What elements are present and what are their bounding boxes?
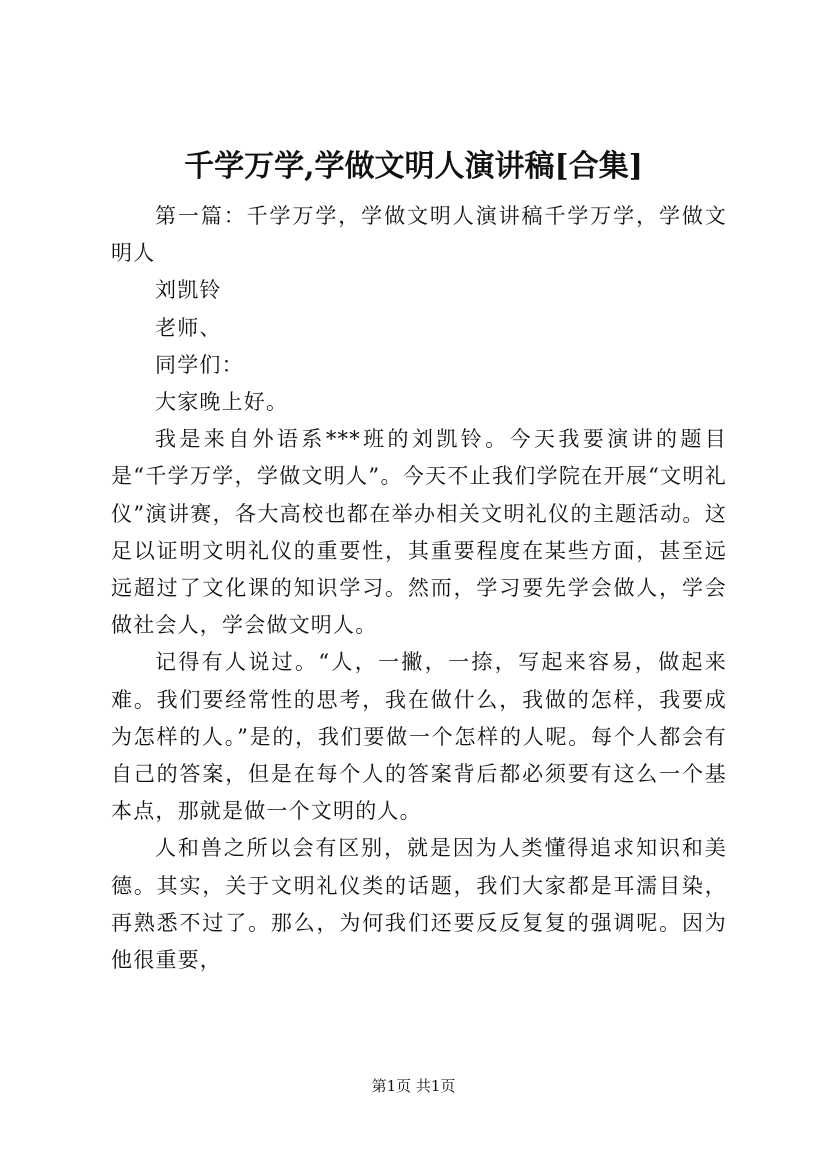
paragraph: 刘凯铃	[155, 278, 222, 303]
paragraph: 人和兽之所以会有区别，就是因为人类懂得追求知识和美德。其实，关于文明礼仪类的话题，我们大家都是耳濡目染，再熟悉不过了。那么，为何我们还要反反复复的强调呢。因为他很重要，	[111, 836, 727, 973]
paragraph: 我是来自外语系***班的刘凯铃。今天我要演讲的题目是“千学万学，学做文明人”。今天不止我们学院在开展“文明礼仪”演讲赛，各大高校也都在举办相关文明礼仪的主题活动。这足以证明文明礼仪的重要性，其重要程度在某些方面，甚至远远超过了文化课的知识学习。然而，学习要先学会做人，学会做社会人，学会做文明人。	[111, 427, 727, 638]
document-title: 千学万学,学做文明人演讲稿[合集]	[184, 149, 643, 184]
paragraph: 第一篇：千学万学，学做文明人演讲稿千学万学，学做文明人	[111, 204, 727, 266]
paragraph: 大家晚上好。	[155, 390, 289, 415]
document-body	[111, 198, 727, 979]
paragraph: 记得有人说过。“人，一撇，一捺，写起来容易，做起来难。我们要经常性的思考，我在做什么，我做的怎样，我要成为怎样的人。”是的，我们要做一个怎样的人呢。每个人都会有自己的答案，但是在每个人的答案背后都必须要有这么一个基本点，那就是做一个文明的人。	[111, 650, 727, 824]
paragraph: 老师、	[155, 315, 222, 340]
page-number-footer: 第1页 共1页	[371, 1077, 456, 1095]
paragraph: 同学们：	[155, 352, 244, 377]
